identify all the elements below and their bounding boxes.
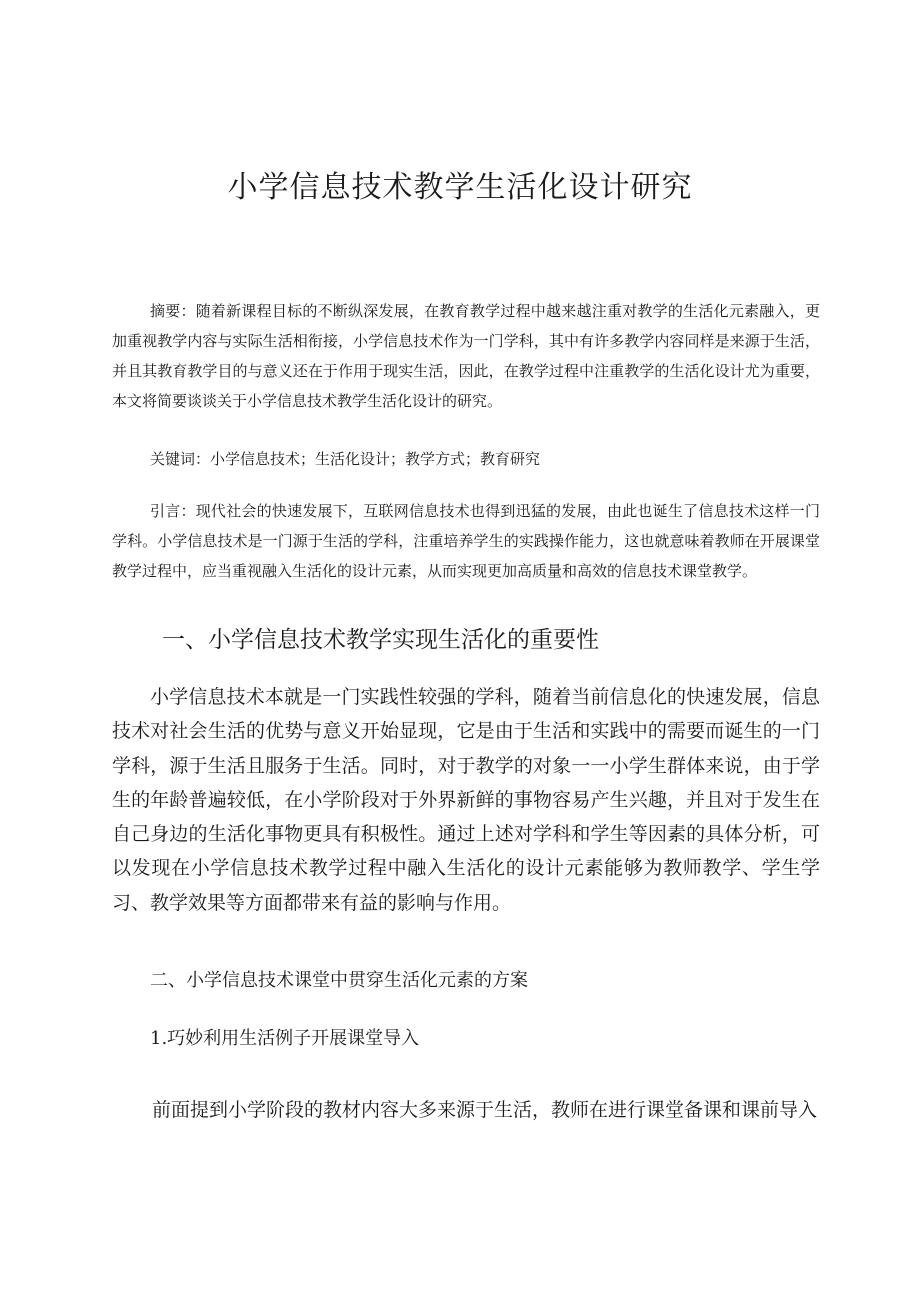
keywords-paragraph: 关键词：小学信息技术；生活化设计；教学方式；教育研究 — [150, 450, 541, 468]
section-2-1-body: 前面提到小学阶段的教材内容大多来源于生活，教师在进行课堂备课和课前导入 — [152, 1099, 818, 1121]
section-1-body: 小学信息技术本就是一门实践性较强的学科，随着当前信息化的快速发展，信息技术对社会生活的优势与意义开始显现，它是由于生活和实践中的需要而诞生的一门学科，源于生活且服务于生活。同时，对于教学的对象一一小学生群体来说，由于学生的年龄普遍较低，在小学阶段对于外界新鲜的事物容易产生兴趣，并且对于发生在自己身边的生活化事物更具有积极性。通过上述对学科和学生等因素的具体分析，可以发现在小学信息技术教学过程中融入生活化的设计元素能够为教师教学、学生学习、教学效果等方面都带来有益的影响与作用。 — [112, 686, 820, 914]
section-1-heading: 一、小学信息技术教学实现生活化的重要性 — [162, 627, 599, 653]
section-2-1-heading: 1.巧妙利用生活例子开展课堂导入 — [150, 1028, 420, 1049]
section-2-heading: 二、小学信息技术课堂中贯穿生活化元素的方案 — [150, 970, 528, 991]
document-title: 小学信息技术教学生活化设计研究 — [227, 170, 693, 205]
introduction-paragraph: 引言：现代社会的快速发展下，互联网信息技术也得到迅猛的发展，由此也诞生了信息技术这样一门学科。小学信息技术是一门源于生活的学科，注重培养学生的实践操作能力，这也就意味着教师在开展课堂教学过程中，应当重视融入生活化的设计元素，从而实现更加高质量和高效的信息技术课堂教学。 — [112, 502, 820, 580]
abstract-paragraph: 摘要：随着新课程目标的不断纵深发展，在教育教学过程中越来越注重对教学的生活化元素融入，更加重视教学内容与实际生活相衔接，小学信息技术作为一门学科，其中有许多教学内容同样是来源于生活，并且其教育教学目的与意义还在于作用于现实生活，因此，在教学过程中注重教学的生活化设计尤为重要，本文将简要谈谈关于小学信息技术教学生活化设计的研究。 — [112, 302, 820, 410]
